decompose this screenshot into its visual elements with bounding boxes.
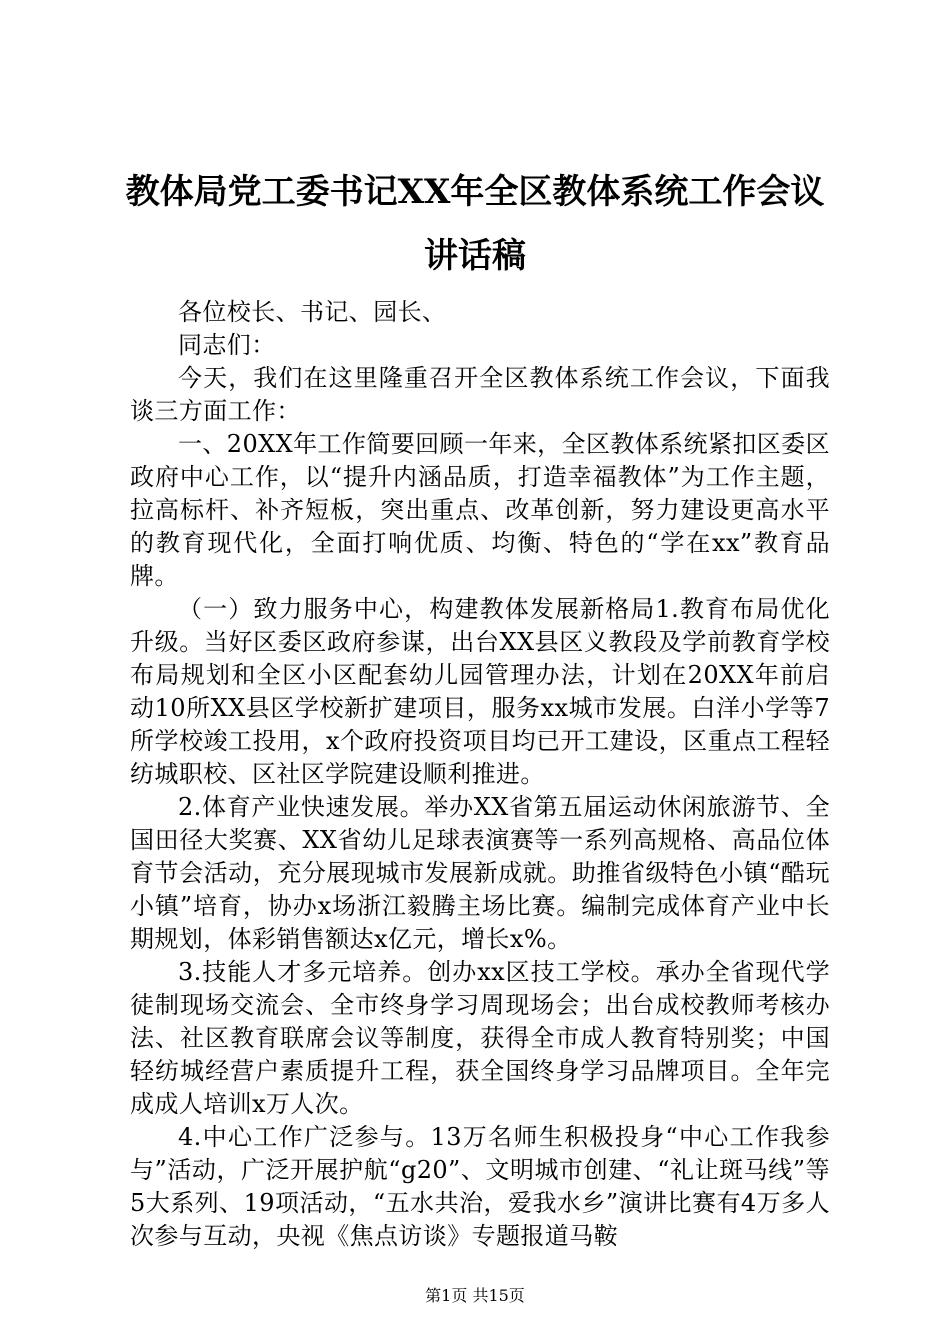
page-footer: 第1页 共15页 xyxy=(425,1286,525,1305)
paragraph: （一）致力服务中心，构建教体发展新格局1.教育布局优化升级。当好区委区政府参谋，出台XX县区义教段及学前教育学校布局规划和全区小区配套幼儿园管理办法，计划在20XX年前启动10所XX县区学校新扩建项目，服务xx城市发展。白洋小学等7所学校竣工投用，x个政府投资项目均已开工建设，区重点工程轻纺城职校、区社区学院建设顺利推进。 xyxy=(130,595,830,788)
paragraph: 4.中心工作广泛参与。13万名师生积极投身“中心工作我参与”活动，广泛开展护航“g20”、文明城市创建、“礼让斑马线”等5大系列、19项活动，“五水共治，爱我水乡”演讲比赛有4万多人次参与互动，央视《焦点访谈》专题报道马鞍 xyxy=(130,1123,830,1250)
salutation-line: 同志们： xyxy=(178,331,276,359)
paragraph: 2.体育产业快速发展。举办XX省第五届运动休闲旅游节、全国田径大奖赛、XX省幼儿足球表演赛等一系列高规格、高品位体育节会活动，充分展现城市发展新成就。助推省级特色小镇“酷玩小镇”培育，协办x场浙江毅腾主场比赛。编制完成体育产业中长期规划，体彩销售额达x亿元，增长x%。 xyxy=(130,793,830,953)
document-body xyxy=(130,296,830,1253)
paragraph: 3.技能人才多元培养。创办xx区技工学校。承办全省现代学徒制现场交流会、全市终身学习周现场会；出台成校教师考核办法、社区教育联席会议等制度，获得全市成人教育特别奖；中国轻纺城经营户素质提升工程，获全国终身学习品牌项目。全年完成成人培训x万人次。 xyxy=(130,958,830,1118)
document-title: 教体局党工委书记XX年全区教体系统工作会议讲话稿 xyxy=(125,172,825,276)
salutation-line: 各位校长、书记、园长、 xyxy=(178,298,447,326)
paragraph: 今天，我们在这里隆重召开全区教体系统工作会议，下面我谈三方面工作： xyxy=(130,364,830,425)
paragraph: 一、20XX年工作简要回顾一年来，全区教体系统紧扣区委区政府中心工作，以“提升内涵品质，打造幸福教体”为工作主题，拉高标杆、补齐短板，突出重点、改革创新，努力建设更高水平的教育现代化，全面打响优质、均衡、特色的“学在xx”教育品牌。 xyxy=(130,430,830,590)
